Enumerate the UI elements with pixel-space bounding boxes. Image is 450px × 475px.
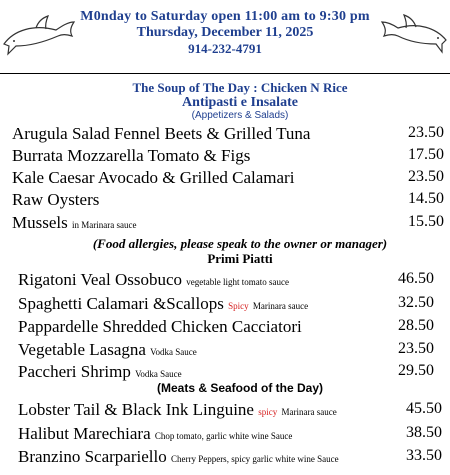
item-name-line bbox=[18, 447, 339, 467]
menu-item bbox=[0, 213, 450, 233]
item-name: Burrata Mozzarella Tomato & Figs bbox=[12, 146, 251, 165]
phone-number: 914-232-4791 bbox=[188, 41, 262, 56]
item-name: Kale Caesar Avocado & Grilled Calamari bbox=[12, 168, 295, 187]
item-price: 45.50 bbox=[406, 400, 442, 417]
item-description: Cherry Peppers, spicy garlic white wine Sauce bbox=[170, 454, 339, 464]
menu-item bbox=[0, 340, 450, 360]
specials-heading: (Meats & Seafood of the Day) bbox=[156, 381, 324, 395]
menu-item bbox=[0, 146, 450, 166]
item-name: Spaghetti Calamari &Scallops bbox=[18, 294, 224, 313]
item-name: Mussels bbox=[12, 213, 68, 232]
item-description: Vodka Sauce bbox=[135, 369, 182, 379]
primi-heading: Primi Piatti bbox=[207, 251, 273, 266]
menu-item bbox=[0, 317, 450, 337]
menu-item bbox=[0, 362, 450, 382]
item-price: 23.50 bbox=[408, 124, 444, 141]
dolphin-icon-right bbox=[380, 0, 450, 70]
opening-hours: M0nday to Saturday open 11:00 am to 9:30 pm bbox=[80, 9, 370, 24]
antipasti-heading: Antipasti e Insalate bbox=[182, 95, 298, 110]
item-name: Halibut Marechiara bbox=[18, 424, 151, 443]
item-price: 33.50 bbox=[406, 447, 442, 464]
header-divider bbox=[0, 73, 450, 74]
item-name-line bbox=[18, 294, 308, 314]
allergy-note: (Food allergies, please speak to the owner or manager) bbox=[92, 236, 388, 251]
item-price: 38.50 bbox=[406, 424, 442, 441]
item-description: in Marinara sauce bbox=[71, 220, 137, 230]
item-name-line bbox=[18, 400, 337, 420]
menu-item bbox=[0, 190, 450, 210]
item-name: Paccheri Shrimp bbox=[18, 362, 131, 381]
item-name: Rigatoni Veal Ossobuco bbox=[18, 270, 183, 289]
item-price: 29.50 bbox=[398, 362, 434, 379]
item-price: 28.50 bbox=[398, 317, 434, 334]
item-description: Vodka Sauce bbox=[150, 347, 197, 357]
spicy-label: spicy bbox=[258, 407, 278, 417]
menu-item bbox=[0, 124, 450, 144]
item-price: 14.50 bbox=[408, 190, 444, 207]
menu-item bbox=[0, 400, 450, 420]
item-name: Raw Oysters bbox=[12, 190, 100, 209]
menu-item bbox=[0, 447, 450, 467]
item-price: 32.50 bbox=[398, 294, 434, 311]
menu-date: Thursday, December 11, 2025 bbox=[136, 25, 314, 40]
menu-item bbox=[0, 294, 450, 314]
menu-item bbox=[0, 270, 450, 290]
soup-of-the-day: The Soup of The Day : Chicken N Rice bbox=[132, 80, 348, 95]
menu-item bbox=[0, 424, 450, 444]
item-price: 23.50 bbox=[408, 168, 444, 185]
item-price: 15.50 bbox=[408, 213, 444, 230]
item-name: Branzino Scarpariello bbox=[18, 447, 167, 466]
item-price: 17.50 bbox=[408, 146, 444, 163]
item-name-line bbox=[18, 270, 289, 290]
item-price: 23.50 bbox=[398, 340, 434, 357]
item-description: Chop tomato, garlic white wine Sauce bbox=[154, 431, 293, 441]
spicy-label: Spicy bbox=[228, 301, 249, 311]
item-name: Arugula Salad Fennel Beets & Grilled Tuna bbox=[12, 124, 311, 143]
dolphin-icon bbox=[0, 0, 80, 70]
item-description: vegetable light tomato sauce bbox=[186, 277, 289, 287]
item-name: Vegetable Lasagna bbox=[18, 340, 146, 359]
item-price: 46.50 bbox=[398, 270, 434, 287]
item-name-line bbox=[18, 340, 197, 360]
item-description: Marinara sauce bbox=[252, 301, 309, 311]
item-name-line bbox=[18, 424, 292, 444]
item-name-line bbox=[12, 213, 136, 233]
item-name: Pappardelle Shredded Chicken Cacciatori bbox=[18, 317, 302, 336]
item-name: Lobster Tail & Black Ink Linguine bbox=[18, 400, 254, 419]
antipasti-subheading: (Appetizers & Salads) bbox=[191, 110, 289, 121]
menu-item bbox=[0, 168, 450, 188]
item-description: Marinara sauce bbox=[281, 407, 337, 417]
item-name-line bbox=[18, 362, 182, 382]
